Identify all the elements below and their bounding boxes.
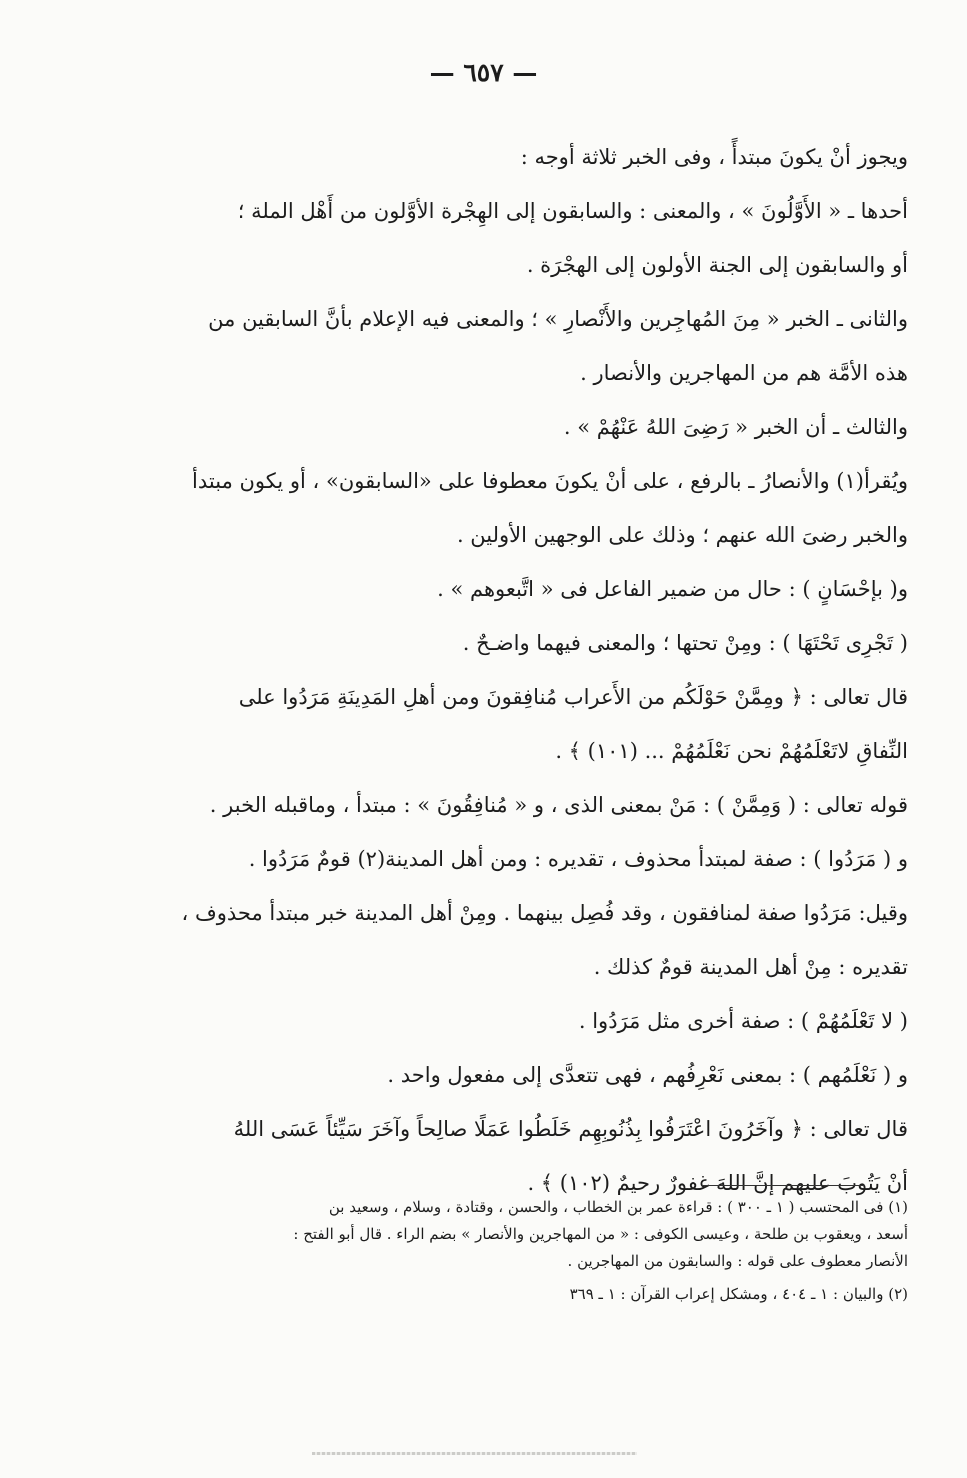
print-artifact [312, 1452, 637, 1455]
text-line: قوله تعالى : ( وَمِمَّنْ ) : مَنْ بمعنى الذى ، و « مُنافِقُونَ » : مبتدأ ، وماقبله الخبر . [209, 793, 908, 817]
footnote-line: الأنصار معطوف على قوله : والسابقون من المهاجرين . [567, 1252, 908, 1270]
footnote-1 [46, 1194, 908, 1275]
quran-verse-line: النِّفاقِ لاتَعْلَمُهُمْ نحن نَعْلَمُهُمْ ... (١٠١) ﴾ . [555, 739, 908, 763]
footnote-line: (٢) والبيان : ١ ـ ٤٠٤ ، ومشكل إعراب القرآن : ١ ـ ٣٦٩ [569, 1285, 908, 1303]
text-line: والخبر رضىَ الله عنهم ؛ وذلك على الوجهين الأولين . [456, 523, 908, 547]
body-text [46, 130, 908, 1210]
text-line: والثانى ـ الخبر « مِنَ المُهاجِرين والأَنْصارِ » ؛ والمعنى فيه الإعلام بأنَّ السابقين من [208, 307, 908, 331]
text-line: ويجوز أنْ يكونَ مبتدأً ، وفى الخبر ثلاثة أوجه : [520, 145, 908, 169]
footnotes [46, 1194, 908, 1308]
text-line: ويُقرأ(١) والأنصارُ ـ بالرفع ، على أنْ يكونَ معطوفا على «السابقون» ، أو يكون مبتدأ [192, 469, 908, 493]
text-line: والثالث ـ أن الخبر « رَضِىَ اللهُ عَنْهُمْ » . [563, 415, 908, 439]
text-line: وقيل: مَرَدُوا صفة لمنافقون ، وقد فُصِل بينهما . ومِنْ أهل المدينة خبر مبتدأ محذوف ، [181, 901, 908, 925]
footnote-line: (١) فى المحتسب ( ١ ـ ٣٠٠ ) : قراءة عمر بن الخطاب ، والحسن ، وقتادة ، وسلام ، وسعيد بن [328, 1198, 908, 1216]
quran-verse-line: قال تعالى : ﴿ وآخَرُونَ اعْتَرَفُوا بِذُنُوبِهِم خَلَطُوا عَمَلًا صالِحاً وآخَرَ سَيِّئاً عَسَى اللهُ [233, 1117, 908, 1141]
footnote-line: أسعد ، ويعقوب بن طلحة ، وعيسى الكوفى : « من المهاجرين والأنصار » بضم الراء . قال أبو الفتح : [293, 1225, 908, 1243]
footnote-divider [702, 1185, 865, 1186]
text-line: أحدها ـ « الأَوَّلُونَ » ، والمعنى : والسابقون إلى الهِجْرة الأوَّلون من أَهْل الملة ؛ [237, 199, 908, 223]
quran-verse-line: أنْ يَتُوبَ عليهم إنَّ اللهَ غفورٌ رحيمٌ (١٠٢) ﴾ . [527, 1171, 908, 1195]
footnote-2 [46, 1281, 908, 1308]
text-line: هذه الأمَّة هم من المهاجرين والأنصار . [580, 361, 908, 385]
text-line: أو والسابقون إلى الجنة الأولون إلى الهجْرَة . [526, 253, 908, 277]
quran-verse-line: قال تعالى : ﴿ ومِمَّنْ حَوْلَكُم من الأَعراب مُنافِقونَ ومن أهلِ المَدِينَةِ مَرَدُوا على [238, 685, 908, 709]
text-line: ( تَجْرِى تَحْتَهَا ) : ومِنْ تحتها ؛ والمعنى فيهما واضـحٌ . [462, 631, 908, 655]
text-line: و ( مَرَدُوا ) : صفة لمبتدأ محذوف ، تقديره : ومن أهل المدينة(٢) قومٌ مَرَدُوا . [248, 847, 908, 871]
text-line: تقديره : مِنْ أهل المدينة قومٌ كذلك . [593, 955, 908, 979]
text-line: و ( نَعْلَمُهم ) : بمعنى نَعْرِفُهم ، فهى تتعدَّى إلى مفعول واحد . [387, 1063, 908, 1087]
text-line: ( لا تَعْلَمُهُمْ ) : صفة أخرى مثل مَرَدُوا . [578, 1009, 908, 1033]
page-number: — ٦٥٧ — [429, 58, 538, 87]
text-line: و( بإحْسَانٍ ) : حال من ضمير الفاعل فى « اتَّبعوهم » . [437, 577, 908, 601]
